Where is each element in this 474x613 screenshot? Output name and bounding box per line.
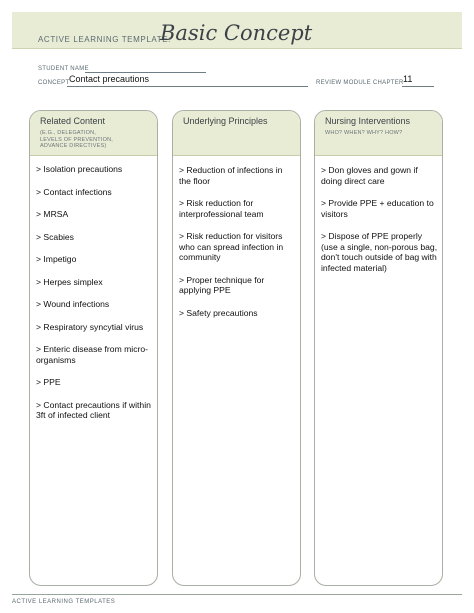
list-item: > Proper technique for applying PPE [179, 274, 265, 295]
page-title: Basic Concept [160, 21, 313, 45]
underlying-principles-list[interactable] [173, 156, 300, 318]
column-subtitle [40, 130, 113, 150]
list-item: > Scabies [36, 231, 74, 242]
list-item: > Impetigo [36, 254, 77, 264]
list-item: > Risk reduction for visitors who can spread infection in community [179, 231, 284, 262]
list-item: > Enteric disease from micro-organisms [36, 344, 148, 365]
list-item: > Isolation precautions [36, 164, 123, 174]
chapter-value: 11 [403, 74, 413, 84]
column-subtitle-line: ADVANCE DIRECTIVES) [40, 143, 107, 149]
list-item: > Contact infections [36, 186, 112, 197]
list-item: > Dispose of PPE properly (use a single, non-porous bag, don't touch outside of bag with infected material) [321, 231, 438, 273]
column-header [173, 111, 300, 156]
nursing-interventions-column [314, 110, 443, 586]
column-subtitle [325, 130, 402, 137]
template-label: ACTIVE LEARNING TEMPLATE: [38, 35, 171, 44]
list-item: > PPE [36, 377, 61, 387]
list-item: > Provide PPE + education to visitors [321, 198, 434, 219]
list-item: > Reduction of infections in the floor [179, 165, 283, 186]
underlying-principles-column [172, 110, 301, 586]
column-subtitle-line: WHO? WHEN? WHY? HOW? [325, 130, 403, 136]
column-title: Nursing Interventions [325, 116, 411, 126]
concept-value: Contact precautions [69, 74, 150, 84]
chapter-label: REVIEW MODULE CHAPTER [316, 80, 404, 86]
list-item: > Respiratory syncytial virus [36, 321, 144, 332]
column-header [30, 111, 157, 156]
list-item: > Wound infections [36, 299, 110, 309]
footer-divider [12, 594, 462, 595]
list-item: > Risk reduction for interprofessional team [179, 198, 264, 219]
list-item: > MRSA [36, 209, 69, 219]
concept-field[interactable] [67, 86, 308, 87]
related-content-column [29, 110, 158, 586]
list-item: > Don gloves and gown if doing direct care [321, 165, 418, 186]
student-name-label: STUDENT NAME [38, 66, 89, 72]
column-header [315, 111, 442, 156]
student-name-field[interactable] [85, 72, 206, 73]
column-title: Underlying Principles [183, 116, 268, 126]
column-title: Related Content [40, 116, 106, 126]
chapter-field[interactable] [402, 86, 434, 87]
list-item: > Herpes simplex [36, 276, 103, 287]
list-item: > Contact precautions if within 3ft of infected client [36, 399, 151, 420]
column-subtitle-line: LEVELS OF PREVENTION, [40, 136, 113, 143]
related-content-list[interactable] [30, 156, 157, 421]
concept-label: CONCEPT [38, 80, 70, 86]
footer-label: ACTIVE LEARNING TEMPLATES [12, 599, 116, 605]
column-subtitle-line: (E.G., DELEGATION, [40, 130, 97, 136]
list-item: > Safety precautions [179, 307, 258, 318]
nursing-interventions-list[interactable] [315, 156, 442, 273]
